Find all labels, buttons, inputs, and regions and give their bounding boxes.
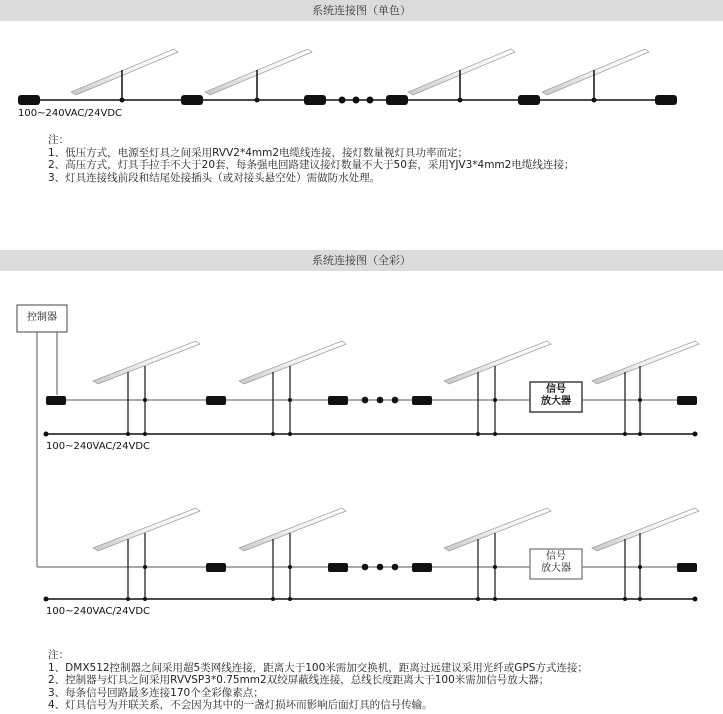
power-label: 100~240VAC/24VDC (46, 606, 151, 617)
led-bar-fixture (239, 508, 346, 601)
connector-plug (518, 95, 540, 105)
connector-plug (412, 396, 432, 405)
led-bar-fixture (93, 341, 200, 436)
controller-label: 控制器 (27, 312, 57, 323)
amplifier-label (530, 384, 582, 408)
note-line: 3、灯具连接线前段和结尾处接插头（或对接头悬空处）需做防水处理。 (48, 171, 381, 184)
connector-plug (412, 563, 432, 572)
fullcolor-row-top (44, 341, 700, 437)
note-line: 1、DMX512控制器之间采用超5类网线连接，距离大于100米需加交换机，距离过远建议采用光纤或GPS方式连接； (48, 661, 588, 674)
led-bar-fixture (71, 49, 178, 100)
connector-plug (181, 95, 203, 105)
led-bar-fixture (592, 341, 699, 436)
connector-plug (206, 563, 226, 572)
connector-plug (386, 95, 408, 105)
power-label: 100~240VAC/24VDC (46, 441, 151, 452)
connector-plug (677, 396, 697, 405)
continuation-dots (362, 397, 399, 404)
amplifier-label-line1: 信号 (546, 384, 566, 395)
connector-plug (677, 563, 697, 572)
note-line: 4、灯具信号为并联关系，不会因为其中的一盏灯损坏而影响后面灯具的信号传输。 (48, 699, 433, 712)
fullcolor-row-bottom (44, 508, 700, 602)
led-bar-fixture (239, 341, 346, 436)
connector-plug (328, 563, 348, 572)
note-line: 2、高压方式，灯具手拉手不大于20套，每条强电回路建议接灯数量不大于50套，采用YJV3*4mm2电缆线连接； (48, 159, 575, 172)
note-line: 2、控制器与灯具之间采用RVVSP3*0.75mm2双绞屏蔽线连接，总线长度距离大于100米需加信号放大器； (48, 674, 550, 687)
connector-plug (655, 95, 677, 105)
notes-fullcolor (48, 649, 588, 712)
notes-mono (48, 134, 574, 184)
connector-plug (46, 396, 66, 405)
led-bar-fixture (592, 508, 699, 601)
connector-plug (18, 95, 40, 105)
led-bar-fixture (205, 49, 312, 100)
section-title: 系统连接图（全彩） (312, 254, 411, 267)
section-title: 系统连接图（单色） (312, 4, 411, 17)
connector-plug (304, 95, 326, 105)
amplifier-label-line2: 放大器 (541, 396, 571, 407)
led-bar-fixture (542, 49, 649, 100)
amplifier-label-line1: 信号 (546, 551, 566, 562)
connector-plug (206, 396, 226, 405)
continuation-dots (362, 564, 399, 571)
mono-fixtures (71, 49, 649, 100)
continuation-dots (339, 97, 374, 104)
led-bar-fixture (93, 508, 200, 601)
amplifier-label (530, 551, 582, 575)
amplifier-label-line2: 放大器 (541, 563, 571, 574)
note-line: 1、低压方式，电源至灯具之间采用RVV2*4mm2电缆线连接，接灯数量视灯具功率而定； (48, 146, 469, 159)
led-bar-fixture (408, 49, 515, 100)
power-label: 100~240VAC/24VDC (18, 108, 123, 119)
note-heading: 注： (48, 134, 69, 146)
connector-plug (328, 396, 348, 405)
note-heading: 注： (48, 649, 69, 661)
note-line: 3、每条信号回路最多连接170个全彩像素点； (48, 686, 264, 699)
